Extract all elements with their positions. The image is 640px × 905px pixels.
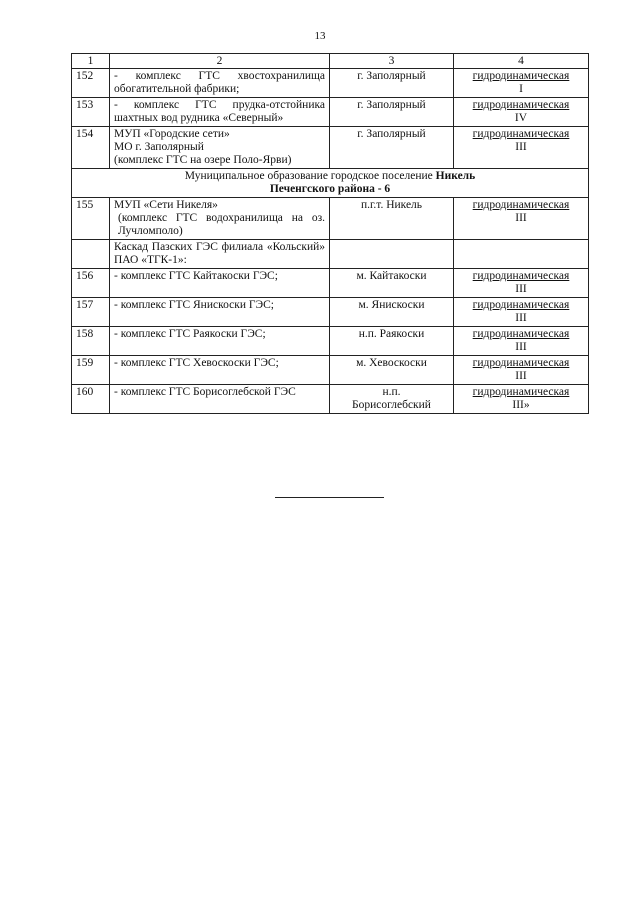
object-name-line: МУП «Городские сети» [114, 128, 230, 140]
object-class [454, 356, 589, 385]
object-name: - комплекс ГТС Янискоски ГЭС; [110, 298, 330, 327]
accident-type: гидродинамическая [472, 99, 570, 111]
object-name-line: МО г. Заполярный [114, 141, 204, 153]
object-location: н.п. Раякоски [330, 327, 454, 356]
table-header-row [72, 54, 589, 69]
object-location-line: Борисоглебский [352, 399, 431, 411]
accident-type: гидродинамическая [472, 70, 570, 82]
table-row [72, 240, 589, 269]
table-row [72, 127, 589, 169]
object-location-empty [330, 240, 454, 269]
object-name-line: (комплекс ГТС на озере Поло-Ярви) [114, 154, 292, 166]
class-level: III [515, 312, 527, 324]
object-name: - комплекс ГТС Хевоскоски ГЭС; [110, 356, 330, 385]
table-row [72, 69, 589, 98]
accident-type: гидродинамическая [472, 270, 570, 282]
section-title-line2: Печенгского района - 6 [269, 183, 391, 195]
header-col-3: 3 [330, 54, 454, 69]
object-location: п.г.т. Никель [330, 198, 454, 240]
object-class [454, 98, 589, 127]
object-name: - комплекс ГТС прудка-отстойника шахтных вод рудника «Северный» [110, 98, 330, 127]
object-class [454, 69, 589, 98]
object-location-line: н.п. [382, 386, 401, 398]
object-location: м. Янискоски [330, 298, 454, 327]
class-level: III [515, 141, 527, 153]
table-row [72, 198, 589, 240]
class-level: III [515, 341, 527, 353]
table-row [72, 98, 589, 127]
object-name-line: МУП «Сети Никеля» [114, 199, 218, 211]
row-number: 155 [72, 198, 110, 240]
object-name [110, 127, 330, 169]
object-location: г. Заполярный [330, 69, 454, 98]
object-class [454, 127, 589, 169]
object-name-line: (комплекс ГТС водохранилища на оз. Лучломполо) [118, 212, 325, 237]
accident-type: гидродинамическая [472, 386, 570, 398]
class-level: III [515, 212, 527, 224]
accident-type: гидродинамическая [472, 357, 570, 369]
object-name: - комплекс ГТС Борисоглебской ГЭС [110, 385, 330, 414]
row-number: 152 [72, 69, 110, 98]
class-level: III [515, 283, 527, 295]
row-number: 156 [72, 269, 110, 298]
object-class [454, 298, 589, 327]
section-header-row [72, 169, 589, 198]
table-row [72, 385, 589, 414]
object-class-empty [454, 240, 589, 269]
row-number: 157 [72, 298, 110, 327]
object-location [330, 385, 454, 414]
object-name: - комплекс ГТС Кайтакоски ГЭС; [110, 269, 330, 298]
header-col-4: 4 [454, 54, 589, 69]
object-class [454, 269, 589, 298]
header-col-1: 1 [72, 54, 110, 69]
object-location: м. Кайтакоски [330, 269, 454, 298]
class-level: III» [512, 399, 530, 411]
row-number: 153 [72, 98, 110, 127]
object-location: г. Заполярный [330, 127, 454, 169]
class-level: IV [514, 112, 528, 124]
section-title [72, 169, 589, 198]
table-row [72, 269, 589, 298]
class-level: I [519, 83, 523, 95]
class-level: III [515, 370, 527, 382]
object-location: г. Заполярный [330, 98, 454, 127]
section-title-prefix: Муниципальное образование городское поселение [184, 170, 436, 182]
end-separator-line [275, 497, 384, 498]
row-number: 159 [72, 356, 110, 385]
cascade-title: Каскад Пазских ГЭС филиала «Кольский» ПАО «ТГК-1»: [110, 240, 330, 269]
table-row [72, 298, 589, 327]
accident-type: гидродинамическая [472, 299, 570, 311]
object-name [110, 198, 330, 240]
object-name: - комплекс ГТС хвостохранилища обогатительной фабрики; [110, 69, 330, 98]
object-class [454, 385, 589, 414]
accident-type: гидродинамическая [472, 328, 570, 340]
object-name: - комплекс ГТС Раякоски ГЭС; [110, 327, 330, 356]
object-class [454, 198, 589, 240]
row-number: 154 [72, 127, 110, 169]
object-class [454, 327, 589, 356]
table-row [72, 327, 589, 356]
row-number: 158 [72, 327, 110, 356]
object-location: м. Хевоскоски [330, 356, 454, 385]
section-title-bold: Никель [435, 170, 476, 182]
page-number: 13 [314, 30, 326, 42]
table-row [72, 356, 589, 385]
objects-table [71, 53, 589, 414]
accident-type: гидродинамическая [472, 199, 570, 211]
row-number-empty [72, 240, 110, 269]
row-number: 160 [72, 385, 110, 414]
accident-type: гидродинамическая [472, 128, 570, 140]
header-col-2: 2 [110, 54, 330, 69]
